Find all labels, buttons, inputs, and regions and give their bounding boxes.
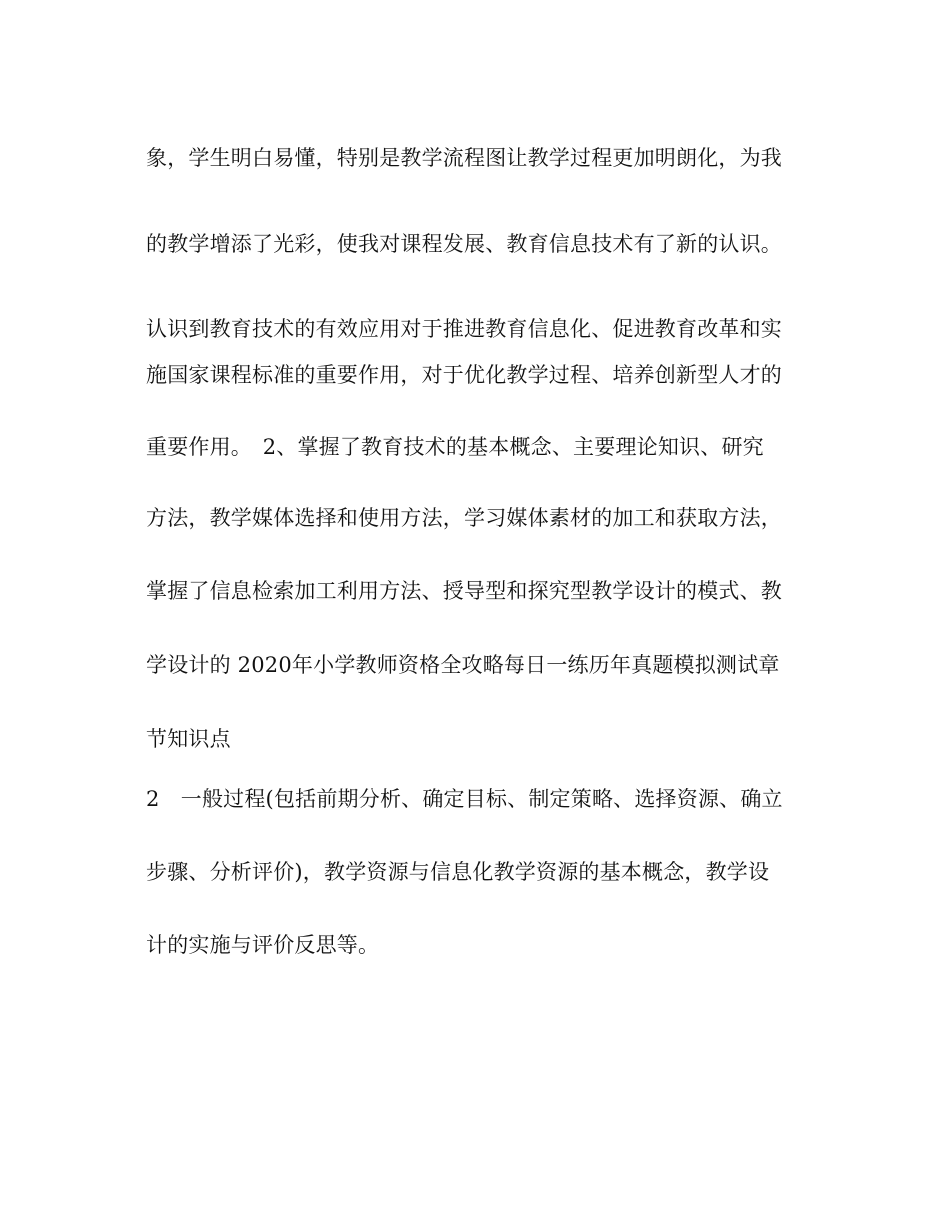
text-line-2: 的教学增添了光彩，使我对课程发展、教育信息技术有了新的认识。 [146,232,782,256]
text-line-7: 掌握了信息检索加工利用方法、授导型和探究型教学设计的模式、教 [146,579,782,603]
text-line-10: 2 一般过程(包括前期分析、确定目标、制定策略、选择资源、确立 [146,787,783,811]
text-line-9: 节知识点 [146,727,231,751]
text-line-11: 步骤、分析评价)，教学资源与信息化教学资源的基本概念，教学设 [146,860,770,884]
text-line-3: 认识到教育技术的有效应用对于推进教育信息化、促进教育改革和实 [146,317,782,341]
text-line-6: 方法，教学媒体选择和使用方法，学习媒体素材的加工和获取方法， [146,506,782,530]
text-line-5: 重要作用。 2、掌握了教育技术的基本概念、主要理论知识、研究 [146,435,764,459]
text-line-1: 象，学生明白易懂，特别是教学流程图让教学过程更加明朗化，为我 [146,146,782,170]
text-line-4: 施国家课程标准的重要作用，对于优化教学过程、培养创新型人才的 [146,363,782,387]
text-line-12: 计的实施与评价反思等。 [146,933,380,957]
text-line-8: 学设计的 2020年小学教师资格全攻略每日一练历年真题模拟测试章 [146,653,780,677]
